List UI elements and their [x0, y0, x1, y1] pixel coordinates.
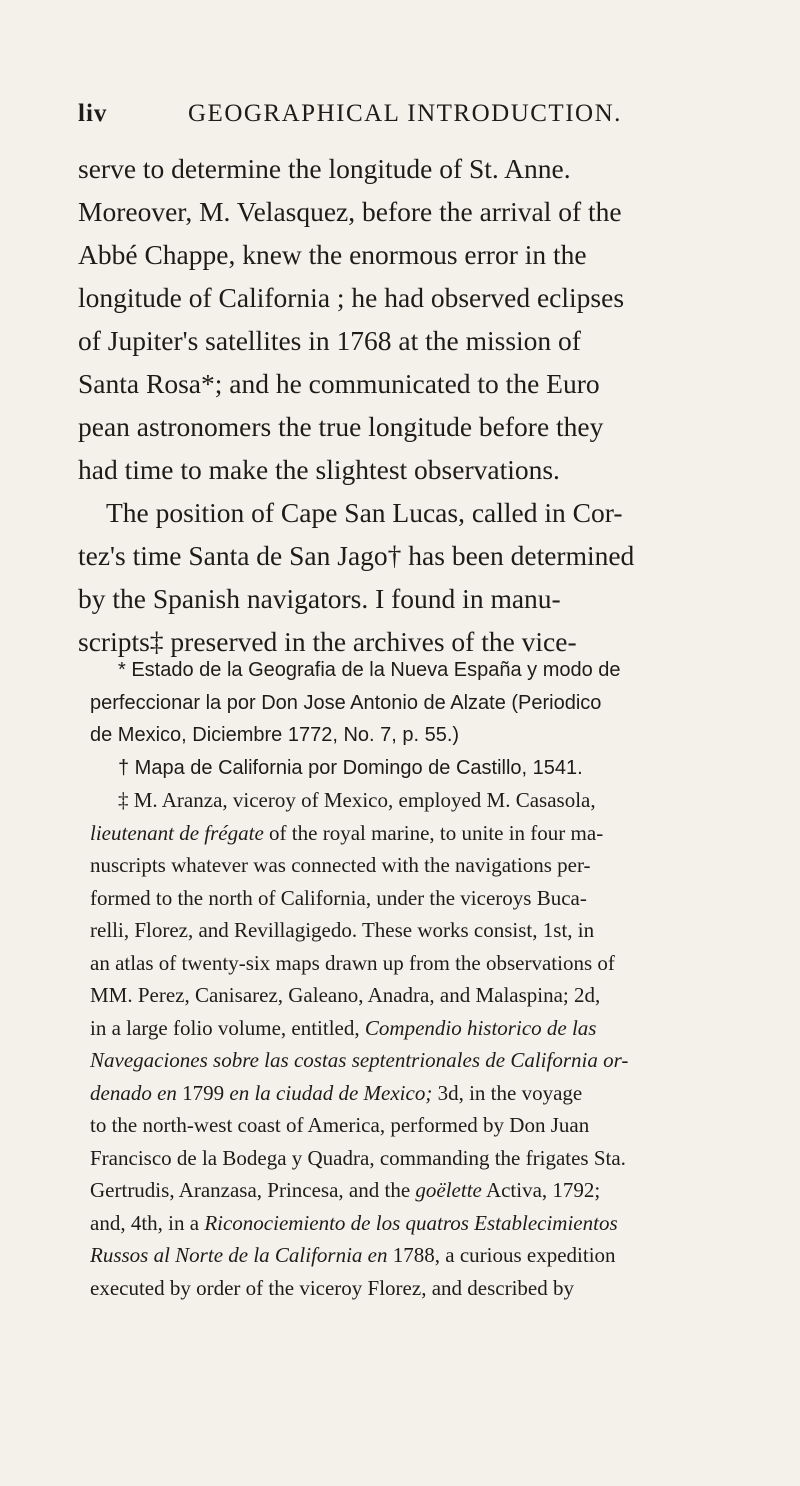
footnote-text: Gertrudis, Aranzasa, Princesa, and the [90, 1178, 416, 1202]
footnote-text: in a large folio volume, entitled, [90, 1015, 365, 1040]
text-line: The position of Cape San Lucas, called in Cor- [106, 497, 623, 528]
page-header [78, 100, 738, 140]
footnote-text: Activa, 1792; [481, 1178, 601, 1202]
footnote-line: to the north-west coast of America, performed by Don Juan [90, 1113, 590, 1137]
footnote-italic: goëlette [415, 1178, 482, 1202]
footnote-line [90, 1012, 736, 1045]
footnote-line: Navegaciones sobre las costas septentrionales de California or- [90, 1048, 629, 1072]
footnote-line: an atlas of twenty-six maps drawn up from the observations of [90, 950, 615, 975]
page-number: liv [78, 100, 108, 127]
footnote-line: nuscripts whatever was connected with the navigations per- [90, 853, 591, 877]
text-line: tez's time Santa de San Jago† has been determined [78, 540, 635, 571]
footnote-year: 1799 [182, 1080, 225, 1105]
footnote-line [90, 1174, 736, 1207]
text-line: Abbé Chappe, knew the enormous error in the [78, 239, 587, 270]
footnote-line [90, 1239, 736, 1272]
text-line: Moreover, M. Velasquez, before the arrival of the [78, 196, 622, 227]
footnote-line: relli, Florez, and Revillagigedo. These works consist, 1st, in [90, 918, 595, 942]
text-line: pean astronomers the true longitude before they [78, 411, 604, 442]
footnote-italic: lieutenant de frégate [90, 820, 264, 845]
footnote-text: of the royal marine, to unite in four ma- [263, 820, 604, 845]
footnote-line [90, 817, 736, 850]
text-line: serve to determine the longitude of St. Anne. [78, 153, 571, 184]
footnote-line: ‡ M. Aranza, viceroy of Mexico, employed M. Casasola, [118, 788, 596, 812]
footnote-line: * Estado de la Geografia de la Nueva España y modo de [118, 659, 621, 681]
footnote-italic: Compendio historico de las [364, 1015, 597, 1040]
running-title: GEOGRAPHICAL INTRODUCTION. [188, 100, 622, 127]
text-line: longitude of California ; he had observed eclipses [78, 282, 625, 313]
footnote-line: MM. Perez, Canisarez, Galeano, Anadra, and Malaspina; 2d, [90, 983, 601, 1007]
text-line: Santa Rosa*; and he communicated to the Euro [78, 368, 600, 399]
footnote-line: formed to the north of California, under the viceroys Buca- [90, 885, 587, 910]
footnote-text: and, 4th, in a [90, 1210, 205, 1235]
footnote-italic: Russos al Norte de la California en [90, 1243, 388, 1267]
footnote-line [90, 1207, 736, 1240]
footnote-line: perfeccionar la por Don Jose Antonio de Alzate (Periodico [90, 691, 602, 714]
footnotes [90, 654, 736, 1304]
text-line: scripts‡ preserved in the archives of the vice- [78, 626, 577, 657]
footnote-italic: Riconociemiento de los quatros Establecimientos [204, 1210, 618, 1235]
footnote-text: 3d, in the voyage [432, 1080, 583, 1105]
main-text [78, 147, 738, 663]
footnote-italic: denado en [90, 1080, 183, 1105]
text-line: of Jupiter's satellites in 1768 at the mission of [78, 325, 581, 356]
footnote-line: executed by order of the viceroy Florez, and described by [90, 1275, 574, 1300]
footnote-line: † Mapa de California por Domingo de Castillo, 1541. [118, 756, 583, 779]
text-line: by the Spanish navigators. I found in manu- [78, 583, 561, 614]
footnote-line: de Mexico, Diciembre 1772, No. 7, p. 55.) [90, 724, 460, 746]
text-line: had time to make the slightest observations. [78, 454, 560, 485]
footnote-line [90, 1077, 736, 1110]
footnote-italic: en la ciudad de Mexico; [224, 1080, 433, 1105]
footnote-text: 1788, a curious expedition [387, 1243, 616, 1267]
footnote-line: Francisco de la Bodega y Quadra, commanding the frigates Sta. [90, 1145, 626, 1170]
